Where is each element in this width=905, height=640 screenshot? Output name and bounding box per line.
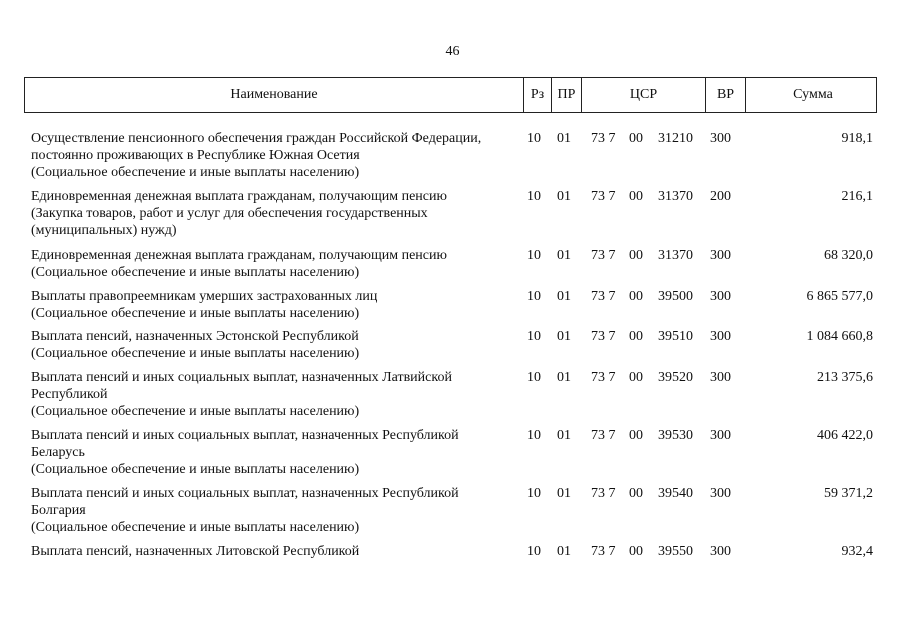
row-csr-subprogram: 00 bbox=[629, 329, 643, 344]
row-sum: 213 375,6 bbox=[817, 370, 873, 385]
row-csr-program: 73 7 bbox=[591, 428, 616, 443]
row-rz: 10 bbox=[527, 189, 541, 204]
row-vr: 300 bbox=[710, 329, 731, 344]
header-sum: Сумма bbox=[745, 78, 880, 112]
header-csr: ЦСР bbox=[581, 78, 705, 112]
row-csr-subprogram: 00 bbox=[629, 189, 643, 204]
row-csr-subprogram: 00 bbox=[629, 486, 643, 501]
row-csr-direction: 39510 bbox=[658, 329, 693, 344]
row-csr-program: 73 7 bbox=[591, 189, 616, 204]
row-vr: 200 bbox=[710, 189, 731, 204]
row-csr-program: 73 7 bbox=[591, 486, 616, 501]
row-csr-direction: 39550 bbox=[658, 544, 693, 559]
row-csr-direction: 39530 bbox=[658, 428, 693, 443]
row-csr-direction: 39520 bbox=[658, 370, 693, 385]
row-vr: 300 bbox=[710, 428, 731, 443]
row-csr-direction: 39500 bbox=[658, 289, 693, 304]
row-csr-direction: 39540 bbox=[658, 486, 693, 501]
row-csr-subprogram: 00 bbox=[629, 289, 643, 304]
row-vr: 300 bbox=[710, 544, 731, 559]
row-vr: 300 bbox=[710, 289, 731, 304]
row-csr-program: 73 7 bbox=[591, 248, 616, 263]
row-pr: 01 bbox=[557, 370, 571, 385]
row-name: Выплата пенсий, назначенных Литовской Республикой bbox=[31, 544, 360, 559]
row-name: Осуществление пенсионного обеспечения граждан Российской Федерации, постоянно проживающих в Республике Южная Осетия (Социальное обеспечение и иные выплаты населению) bbox=[31, 131, 482, 180]
row-csr-subprogram: 00 bbox=[629, 428, 643, 443]
row-sum: 216,1 bbox=[841, 189, 873, 204]
row-vr: 300 bbox=[710, 486, 731, 501]
row-rz: 10 bbox=[527, 370, 541, 385]
header-name: Наименование bbox=[230, 87, 318, 102]
row-sum: 406 422,0 bbox=[817, 428, 873, 443]
row-pr: 01 bbox=[557, 486, 571, 501]
row-name: Выплата пенсий и иных социальных выплат, назначенных Республикой Болгария (Социальное обеспечение и иные выплаты населению) bbox=[31, 486, 459, 535]
row-rz: 10 bbox=[527, 248, 541, 263]
row-vr: 300 bbox=[710, 248, 731, 263]
header-rz: Рз bbox=[523, 78, 551, 112]
row-pr: 01 bbox=[557, 248, 571, 263]
row-name: Выплата пенсий, назначенных Эстонской Республикой (Социальное обеспечение и иные выплаты населению) bbox=[31, 329, 360, 361]
row-csr-direction: 31370 bbox=[658, 248, 693, 263]
row-csr-program: 73 7 bbox=[591, 131, 616, 146]
row-sum: 6 865 577,0 bbox=[806, 289, 873, 304]
row-rz: 10 bbox=[527, 544, 541, 559]
row-rz: 10 bbox=[527, 289, 541, 304]
row-vr: 300 bbox=[710, 131, 731, 146]
row-pr: 01 bbox=[557, 131, 571, 146]
row-rz: 10 bbox=[527, 486, 541, 501]
table-header bbox=[24, 77, 877, 113]
row-sum: 1 084 660,8 bbox=[806, 329, 873, 344]
row-rz: 10 bbox=[527, 131, 541, 146]
row-csr-subprogram: 00 bbox=[629, 370, 643, 385]
row-vr: 300 bbox=[710, 370, 731, 385]
row-pr: 01 bbox=[557, 189, 571, 204]
row-sum: 68 320,0 bbox=[824, 248, 873, 263]
row-csr-program: 73 7 bbox=[591, 370, 616, 385]
row-pr: 01 bbox=[557, 428, 571, 443]
row-rz: 10 bbox=[527, 428, 541, 443]
row-name: Выплата пенсий и иных социальных выплат, назначенных Латвийской Республикой (Социальное обеспечение и иные выплаты населению) bbox=[31, 370, 452, 419]
row-rz: 10 bbox=[527, 329, 541, 344]
row-sum: 918,1 bbox=[841, 131, 873, 146]
row-csr-subprogram: 00 bbox=[629, 248, 643, 263]
row-csr-program: 73 7 bbox=[591, 329, 616, 344]
page-number: 46 bbox=[445, 44, 460, 59]
header-vr: ВР bbox=[705, 78, 745, 112]
row-name: Выплата пенсий и иных социальных выплат, назначенных Республикой Беларусь (Социальное обеспечение и иные выплаты населению) bbox=[31, 428, 459, 477]
row-pr: 01 bbox=[557, 289, 571, 304]
row-sum: 932,4 bbox=[841, 544, 873, 559]
row-csr-subprogram: 00 bbox=[629, 131, 643, 146]
row-csr-direction: 31210 bbox=[658, 131, 693, 146]
row-csr-program: 73 7 bbox=[591, 289, 616, 304]
row-sum: 59 371,2 bbox=[824, 486, 873, 501]
row-pr: 01 bbox=[557, 544, 571, 559]
row-name: Единовременная денежная выплата гражданам, получающим пенсию (Закупка товаров, работ и услуг для обеспечения государственных (муниципальных) нужд) bbox=[31, 189, 447, 238]
header-pr: ПР bbox=[551, 78, 581, 112]
row-pr: 01 bbox=[557, 329, 571, 344]
row-name: Выплаты правопреемникам умерших застрахованных лиц (Социальное обеспечение и иные выплаты населению) bbox=[31, 289, 378, 321]
row-csr-direction: 31370 bbox=[658, 189, 693, 204]
row-name: Единовременная денежная выплата гражданам, получающим пенсию (Социальное обеспечение и иные выплаты населению) bbox=[31, 248, 447, 280]
row-csr-subprogram: 00 bbox=[629, 544, 643, 559]
row-csr-program: 73 7 bbox=[591, 544, 616, 559]
